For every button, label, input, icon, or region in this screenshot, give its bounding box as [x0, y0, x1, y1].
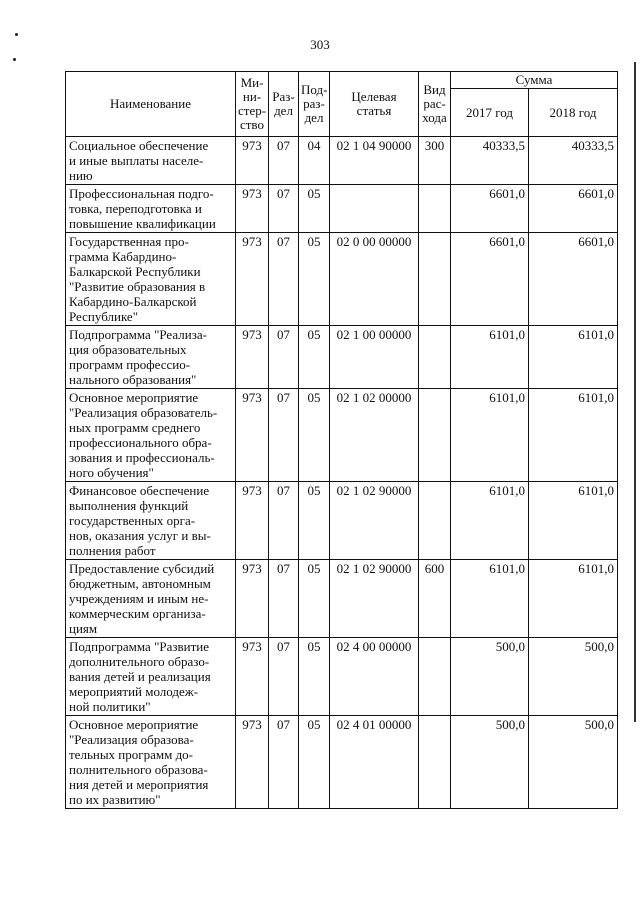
cell-sum-2018: 6101,0 [529, 389, 618, 482]
cell-expense-type [419, 185, 451, 233]
cell-subsection: 05 [299, 482, 330, 560]
cell-section: 07 [269, 389, 299, 482]
cell-name: Подпрограмма "Развитие дополнительного образо- вания детей и реализация мероприятий молодеж- ной политики" [66, 638, 236, 716]
cell-section: 07 [269, 326, 299, 389]
cell-sum-2017: 500,0 [451, 716, 529, 809]
header-year-2018: 2018 год [529, 89, 618, 137]
cell-section: 07 [269, 185, 299, 233]
cell-subsection: 04 [299, 137, 330, 185]
cell-sum-2017: 6101,0 [451, 326, 529, 389]
cell-sum-2018: 6101,0 [529, 326, 618, 389]
budget-table [65, 71, 618, 809]
cell-subsection: 05 [299, 560, 330, 638]
cell-subsection: 05 [299, 389, 330, 482]
table-row [66, 233, 618, 326]
cell-sum-2017: 6101,0 [451, 560, 529, 638]
cell-target-article: 02 1 02 00000 [330, 389, 419, 482]
cell-subsection: 05 [299, 638, 330, 716]
cell-ministry: 973 [236, 560, 269, 638]
cell-expense-type [419, 482, 451, 560]
cell-section: 07 [269, 482, 299, 560]
cell-subsection: 05 [299, 233, 330, 326]
cell-sum-2017: 6601,0 [451, 233, 529, 326]
cell-expense-type [419, 389, 451, 482]
cell-subsection: 05 [299, 716, 330, 809]
cell-ministry: 973 [236, 638, 269, 716]
cell-section: 07 [269, 137, 299, 185]
table-header [66, 72, 618, 137]
cell-ministry: 973 [236, 137, 269, 185]
cell-name: Основное мероприятие "Реализация образователь- ных программ среднего профессионального обра- зования и профессиональ- ного обучения" [66, 389, 236, 482]
cell-expense-type [419, 233, 451, 326]
table-row [66, 326, 618, 389]
cell-sum-2017: 500,0 [451, 638, 529, 716]
cell-sum-2017: 6601,0 [451, 185, 529, 233]
cell-target-article: 02 4 00 00000 [330, 638, 419, 716]
cell-ministry: 973 [236, 185, 269, 233]
scan-artifact-dot [15, 33, 18, 36]
header-expense-type: Вид рас- хода [419, 72, 451, 137]
cell-ministry: 973 [236, 482, 269, 560]
table-row [66, 560, 618, 638]
table-row [66, 638, 618, 716]
cell-ministry: 973 [236, 389, 269, 482]
header-subsection: Под- раз- дел [299, 72, 330, 137]
cell-section: 07 [269, 560, 299, 638]
page-number: 303 [310, 37, 330, 52]
cell-ministry: 973 [236, 326, 269, 389]
table-row [66, 716, 618, 809]
cell-subsection: 05 [299, 185, 330, 233]
header-sum: Сумма [451, 72, 618, 89]
cell-name: Государственная про- грамма Кабардино- Балкарской Республики "Развитие образования в Кабардино-Балкарской Республике" [66, 233, 236, 326]
table-row [66, 185, 618, 233]
cell-section: 07 [269, 716, 299, 809]
cell-sum-2018: 40333,5 [529, 137, 618, 185]
cell-name: Финансовое обеспечение выполнения функций государственных орга- нов, оказания услуг и вы- полнения работ [66, 482, 236, 560]
table-body [66, 137, 618, 809]
cell-sum-2017: 6101,0 [451, 482, 529, 560]
header-section: Раз- дел [269, 72, 299, 137]
cell-expense-type [419, 638, 451, 716]
cell-target-article [330, 185, 419, 233]
header-name: Наименование [66, 72, 236, 137]
cell-sum-2018: 500,0 [529, 638, 618, 716]
cell-sum-2018: 6601,0 [529, 185, 618, 233]
cell-expense-type: 600 [419, 560, 451, 638]
header-target-article: Целевая статья [330, 72, 419, 137]
cell-sum-2018: 6101,0 [529, 560, 618, 638]
cell-name: Профессиональная подго- товка, переподготовка и повышение квалификации [66, 185, 236, 233]
cell-sum-2018: 6601,0 [529, 233, 618, 326]
cell-name: Основное мероприятие "Реализация образова- тельных программ до- полнительного образова- ния детей и мероприятия по их развитию" [66, 716, 236, 809]
cell-target-article: 02 1 04 90000 [330, 137, 419, 185]
cell-target-article: 02 0 00 00000 [330, 233, 419, 326]
cell-name: Социальное обеспечение и иные выплаты населе- нию [66, 137, 236, 185]
cell-sum-2018: 6101,0 [529, 482, 618, 560]
cell-sum-2017: 40333,5 [451, 137, 529, 185]
table-row [66, 137, 618, 185]
table-row [66, 482, 618, 560]
cell-target-article: 02 4 01 00000 [330, 716, 419, 809]
cell-expense-type [419, 716, 451, 809]
table-row [66, 389, 618, 482]
cell-target-article: 02 1 00 00000 [330, 326, 419, 389]
cell-sum-2017: 6101,0 [451, 389, 529, 482]
cell-sum-2018: 500,0 [529, 716, 618, 809]
cell-ministry: 973 [236, 233, 269, 326]
cell-section: 07 [269, 638, 299, 716]
cell-section: 07 [269, 233, 299, 326]
cell-target-article: 02 1 02 90000 [330, 560, 419, 638]
scan-artifact-dot [13, 58, 16, 61]
cell-target-article: 02 1 02 90000 [330, 482, 419, 560]
scan-edge-line [634, 62, 636, 722]
cell-name: Предоставление субсидий бюджетным, автономным учреждениям и иным не- коммерческим организа- циям [66, 560, 236, 638]
cell-name: Подпрограмма "Реализа- ция образовательных программ профессио- нального образования" [66, 326, 236, 389]
cell-expense-type [419, 326, 451, 389]
header-year-2017: 2017 год [451, 89, 529, 137]
cell-subsection: 05 [299, 326, 330, 389]
cell-ministry: 973 [236, 716, 269, 809]
header-ministry: Ми- ни- стер- ство [236, 72, 269, 137]
cell-expense-type: 300 [419, 137, 451, 185]
